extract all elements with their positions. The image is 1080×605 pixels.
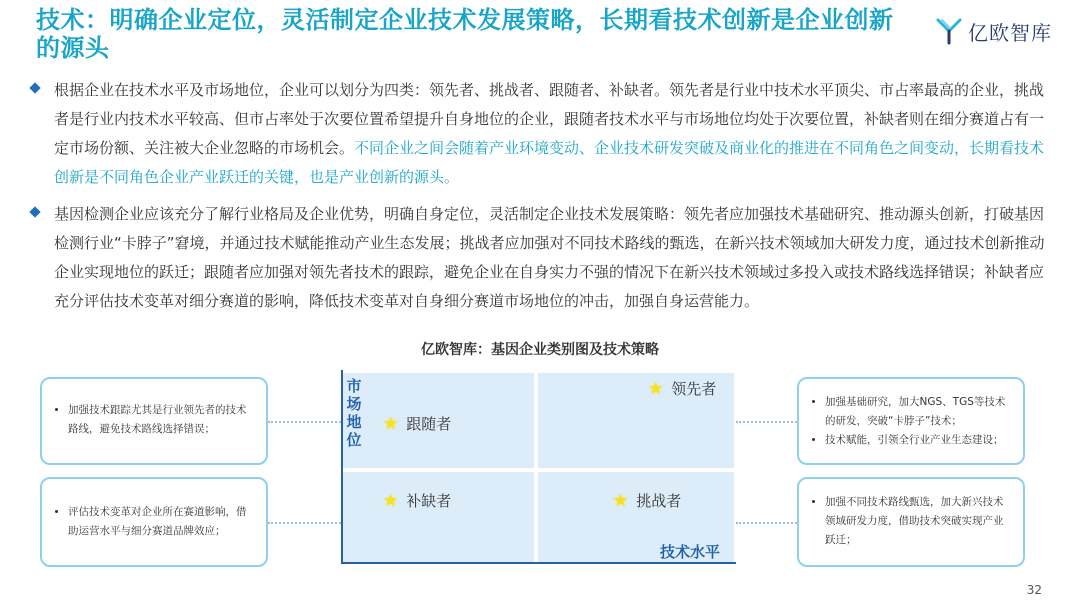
strategy-list bbox=[811, 493, 1013, 550]
star-icon: ★ bbox=[383, 490, 399, 511]
quadrant-label-leader bbox=[648, 378, 716, 399]
quadrant-label-challenger bbox=[613, 490, 681, 511]
strategy-box-follower bbox=[40, 377, 268, 465]
connector-line bbox=[268, 421, 341, 423]
connector-line bbox=[736, 522, 797, 524]
connector-line bbox=[736, 421, 797, 423]
strategy-item: • 加强不同技术路线甄选，加大新兴技术领域研发力度，借助技术突破实现产业跃迁； bbox=[825, 493, 1013, 550]
logo-mark-icon bbox=[936, 17, 962, 45]
paragraph-body: 根据企业在技术水平及市场地位，企业可以划分为四类：领先者、挑战者、跟随者、补缺者。领先者是行业中技术水平顶尖、市占率最高的企业，挑战者是行业内技术水平较高、但市占率处于次要位置希望提升自身地位的企业，跟随者技术水平与市场地位均处于次要位置，补缺者则在细分赛道占有一定市场份额、关注被大企业忽略的市场机会。 bbox=[54, 81, 1045, 157]
quadrant-label-text: 补缺者 bbox=[406, 492, 452, 510]
page-title: 技术：明确企业定位，灵活制定企业技术发展策略，长期看技术创新是企业创新的源头 bbox=[36, 6, 894, 62]
quadrant-label-filler bbox=[383, 490, 451, 511]
star-icon: ★ bbox=[648, 378, 664, 399]
strategy-item: • 技术赋能，引领全行业产业生态建设； bbox=[825, 431, 1013, 450]
strategy-list bbox=[54, 503, 256, 541]
strategy-box-leader bbox=[797, 377, 1025, 465]
paragraph-body: 基因检测企业应该充分了解行业格局及企业优势，明确自身定位，灵活制定企业技术发展策略：领先者应加强技术基础研究、推动源头创新，打破基因检测行业“卡脖子”窘境，并通过技术赋能推动产业生态发展；挑战者应加强对不同技术路线的甄选，在新兴技术领域加大研发力度，通过技术创新推动企业实现地位的跃迁；跟随者应加强对领先者技术的跟踪，避免企业在自身实力不强的情况下在新兴技术领域过多投入或技术路线选择错误；补缺者应充分评估技术变革对细分赛道的影响，降低技术变革对自身细分赛道市场地位的冲击，加强自身运营能力。 bbox=[54, 205, 1045, 310]
quadrant-filler bbox=[343, 472, 534, 562]
strategy-item: • 加强基础研究，加大NGS、TGS等技术的研发，突破“卡脖子”技术； bbox=[825, 393, 1013, 431]
diagram-title: 亿欧智库：基因企业类别图及技术策略 bbox=[421, 342, 659, 358]
quadrant-label-text: 挑战者 bbox=[636, 492, 682, 510]
x-axis-label: 技术水平 bbox=[660, 543, 721, 561]
star-icon: ★ bbox=[383, 413, 399, 434]
strategy-list bbox=[54, 401, 256, 439]
paragraph-highlight: 不同企业之间会随着产业环境变动、企业技术研发突破及商业化的推进在不同角色之间变动，长期看技术创新是不同角色企业产业跃迁的关键，也是产业创新的源头。 bbox=[54, 139, 1045, 186]
page-number: 32 bbox=[1026, 583, 1042, 597]
strategy-box-challenger bbox=[797, 477, 1025, 567]
quadrant-label-text: 跟随者 bbox=[406, 415, 452, 433]
strategy-box-filler bbox=[40, 477, 268, 567]
logo-text: 亿欧智库 bbox=[968, 20, 1052, 45]
connector-line bbox=[268, 522, 341, 524]
paragraph-company-types bbox=[30, 76, 1050, 192]
paragraph-strategy bbox=[30, 200, 1050, 316]
quadrant-label-text: 领先者 bbox=[671, 380, 717, 398]
y-axis-label: 市场地位 bbox=[346, 377, 362, 449]
paragraph-text bbox=[54, 76, 1050, 192]
quadrant-label-follower bbox=[383, 413, 451, 434]
y-axis bbox=[341, 370, 343, 564]
bullet-diamond-icon bbox=[29, 206, 40, 217]
strategy-item: • 评估技术变革对企业所在赛道影响，借助运营水平与细分赛道品牌效应； bbox=[68, 503, 256, 541]
strategy-list bbox=[811, 393, 1013, 450]
bullet-diamond-icon bbox=[29, 82, 40, 93]
star-icon: ★ bbox=[613, 490, 629, 511]
brand-logo bbox=[936, 14, 1052, 48]
strategy-item: • 加强技术跟踪尤其是行业领先者的技术路线，避免技术路线选择错误； bbox=[68, 401, 256, 439]
x-axis bbox=[341, 562, 736, 564]
